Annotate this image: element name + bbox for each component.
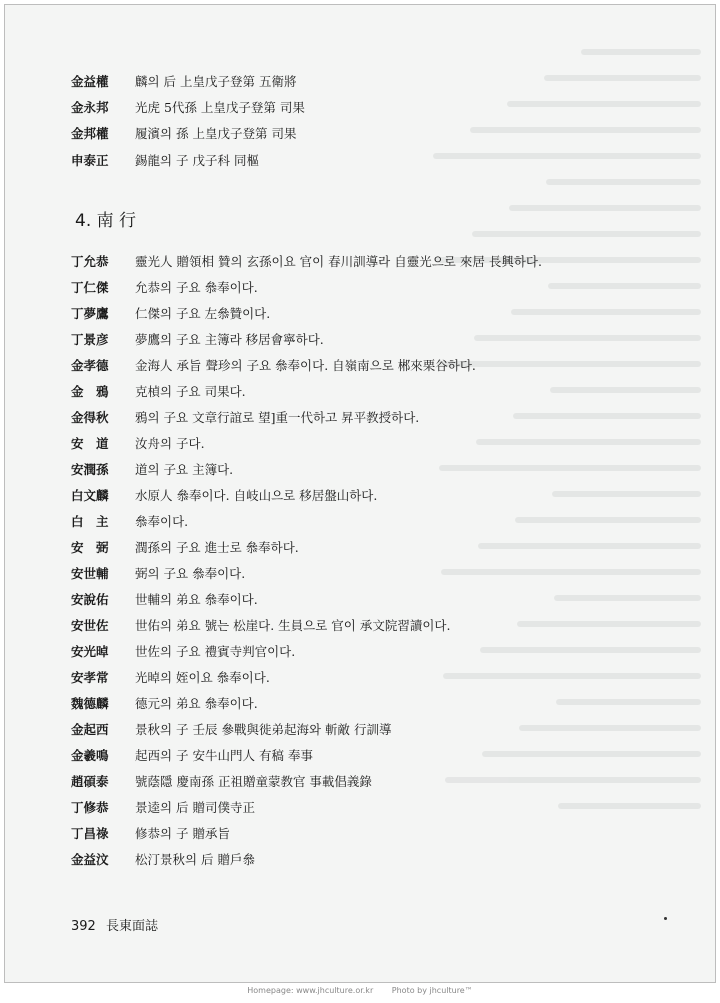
- entry-name: 丁修恭: [71, 799, 109, 815]
- entry-list: [71, 249, 631, 873]
- page-body: [71, 69, 631, 873]
- entry-name: 丁允恭: [71, 253, 109, 269]
- entry-text: 松汀景秋의 后 贈戶叅: [135, 851, 256, 867]
- entry-name: 金孝德: [71, 357, 109, 373]
- watermark-photo: Photo by jhculture™: [391, 986, 473, 995]
- entry-text: 光虎 5代孫 上皇戊子登第 司果: [135, 100, 305, 116]
- entry-name: 丁景彦: [71, 331, 109, 347]
- section-title: 4. 南 行: [75, 210, 137, 231]
- entry-row: [71, 353, 631, 379]
- entry-name: 丁夢鷹: [71, 305, 109, 321]
- book-title: 長東面誌: [105, 919, 158, 934]
- entry-row: [71, 405, 631, 431]
- entry-name: 丁昌祿: [71, 825, 109, 841]
- entry-name: 安光晫: [71, 643, 109, 659]
- entry-text: 夢鷹의 子요 主簿라 移居會寧하다.: [135, 331, 324, 347]
- entry-row: [71, 121, 631, 147]
- entry-row: [71, 665, 631, 691]
- entry-row: [71, 535, 631, 561]
- entry-row: [71, 457, 631, 483]
- entry-text: 光晫의 姪이요 叅奉이다.: [135, 669, 270, 685]
- entry-row: [71, 301, 631, 327]
- entry-name: 申泰正: [71, 152, 109, 168]
- top-entry-list: [71, 69, 631, 174]
- entry-name: 白 主: [71, 513, 109, 529]
- entry-text: 潤孫의 子요 進士로 叅奉하다.: [135, 539, 299, 555]
- entry-text: 起西의 子 安牛山門人 有稿 奉事: [135, 747, 313, 763]
- entry-row: [71, 69, 631, 95]
- entry-text: 水原人 叅奉이다. 自岐山으로 移居盤山하다.: [135, 487, 378, 503]
- entry-text: 靈光人 贈領相 贊의 玄孫이요 官이 春川訓導라 自靈光으로 來居 長興하다.: [135, 253, 542, 269]
- entry-name: 安世輔: [71, 565, 109, 581]
- entry-row: [71, 743, 631, 769]
- entry-row: [71, 431, 631, 457]
- entry-row: [71, 275, 631, 301]
- entry-name: 安 弼: [71, 539, 109, 555]
- entry-text: 鴉의 子요 文章行誼로 望]重一代하고 昇平教授하다.: [135, 409, 420, 425]
- entry-text: 汝舟의 子다.: [135, 435, 205, 451]
- entry-row: [71, 561, 631, 587]
- entry-name: 安世佐: [71, 617, 109, 633]
- entry-text: 麟의 后 上皇戊子登第 五衛將: [135, 74, 297, 89]
- entry-row: [71, 509, 631, 535]
- entry-name: 安 道: [71, 435, 109, 451]
- speck: [664, 917, 667, 920]
- entry-row: [71, 483, 631, 509]
- entry-row: [71, 327, 631, 353]
- entry-row: [71, 249, 631, 275]
- entry-row: [71, 613, 631, 639]
- entry-text: 世輔의 弟요 叅奉이다.: [135, 591, 258, 607]
- ghost-line: [581, 49, 701, 55]
- entry-text: 克楨의 子요 司果다.: [135, 383, 246, 399]
- entry-row: [71, 587, 631, 613]
- entry-name: 金益汶: [71, 851, 109, 867]
- entry-name: 金永邦: [71, 100, 109, 116]
- entry-row: [71, 769, 631, 795]
- entry-text: 允恭의 子요 叅奉이다.: [135, 279, 258, 295]
- entry-row: [71, 639, 631, 665]
- entry-name: 金得秋: [71, 409, 109, 425]
- entry-name: 金益權: [71, 74, 109, 89]
- entry-row: [71, 821, 631, 847]
- entry-name: 安孝常: [71, 669, 109, 685]
- entry-text: 號蔭隱 慶南孫 正祖贈童蒙教官 事載倡義錄: [135, 773, 372, 789]
- entry-name: 金起西: [71, 721, 109, 737]
- entry-row: [71, 95, 631, 121]
- watermark-bar: [0, 986, 720, 1000]
- entry-row: [71, 795, 631, 821]
- entry-row: [71, 717, 631, 743]
- entry-text: 仁傑의 子요 左叅贊이다.: [135, 305, 271, 321]
- page-number: 392: [71, 919, 96, 934]
- entry-name: 趙碩泰: [71, 773, 109, 789]
- entry-text: 履濱의 孫 上皇戊子登第 司果: [135, 126, 297, 142]
- entry-text: 弼의 子요 叅奉이다.: [135, 565, 246, 581]
- entry-name: 金 鴉: [71, 383, 109, 399]
- entry-text: 德元의 弟요 叅奉이다.: [135, 695, 258, 711]
- entry-text: 景秋의 子 壬辰 參戰與徙弟起海와 斬敵 行訓導: [135, 721, 392, 737]
- entry-text: 世佑의 弟요 號는 松崖다. 生員으로 官이 承文院習讀이다.: [135, 617, 451, 633]
- page-footer: [71, 915, 158, 934]
- entry-name: 金邦權: [71, 126, 109, 142]
- entry-name: 安潤孫: [71, 461, 109, 477]
- entry-text: 錫龍의 子 戊子科 同樞: [135, 152, 259, 168]
- entry-row: [71, 847, 631, 873]
- watermark-homepage: Homepage: www.jhculture.or.kr: [247, 986, 374, 995]
- entry-name: 丁仁傑: [71, 279, 109, 295]
- entry-text: 世佐의 子요 禮賓寺判官이다.: [135, 643, 296, 659]
- entry-text: 修恭의 子 贈承旨: [135, 825, 231, 841]
- entry-name: 安說佑: [71, 591, 109, 607]
- entry-name: 魏德麟: [71, 695, 109, 711]
- entry-text: 金海人 承旨 聲珍의 子요 叅奉이다. 自嶺南으로 郴來栗谷하다.: [135, 357, 476, 373]
- entry-text: 道의 子요 主簿다.: [135, 461, 234, 477]
- entry-name: 白文麟: [71, 487, 109, 503]
- entry-row: [71, 379, 631, 405]
- entry-row: [71, 148, 631, 174]
- page-frame: [4, 4, 716, 983]
- entry-name: 金羲鳴: [71, 747, 109, 763]
- entry-text: 景逵의 后 贈司僕寺正: [135, 799, 256, 815]
- entry-row: [71, 691, 631, 717]
- entry-text: 叅奉이다.: [135, 513, 189, 529]
